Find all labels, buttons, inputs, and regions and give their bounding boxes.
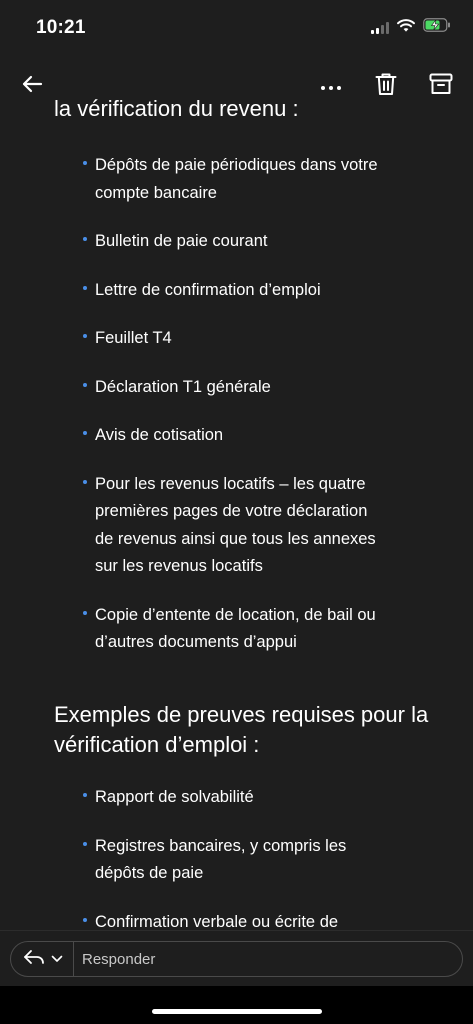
list-item: Déclaration T1 générale <box>83 374 383 402</box>
status-icons <box>371 18 451 37</box>
list-item: Feuillet T4 <box>83 325 383 353</box>
list-item: Pour les revenus locatifs – les quatre premières pages de votre déclaration de revenus ainsi que tous les annexes sur les revenus locatifs <box>83 471 383 581</box>
email-body[interactable] <box>0 96 473 931</box>
chevron-down-icon <box>51 950 63 968</box>
reply-bar <box>0 930 473 986</box>
back-arrow-icon <box>21 75 43 98</box>
status-bar <box>0 0 473 56</box>
list-item: Registres bancaires, y compris les dépôts de paie <box>83 833 383 888</box>
list-item: Avis de cotisation <box>83 422 383 450</box>
reply-input[interactable]: Responder <box>82 950 156 968</box>
reply-pill <box>10 941 463 977</box>
list-item: Confirmation verbale ou écrite de <box>83 909 383 937</box>
list-item: Lettre de confirmation d’emploi <box>83 277 383 305</box>
wifi-icon <box>397 19 415 37</box>
battery-charging-icon <box>423 18 451 37</box>
list-item: Bulletin de paie courant <box>83 228 383 256</box>
home-indicator[interactable] <box>152 1009 322 1014</box>
income-proof-list <box>83 152 383 678</box>
reply-options-button[interactable] <box>11 942 74 976</box>
back-button[interactable] <box>12 66 52 106</box>
employment-proof-heading: Exemples de preuves requises pour la vérification d’emploi : <box>54 702 429 757</box>
cellular-signal-icon <box>371 22 389 34</box>
income-proof-heading: la vérification du revenu : <box>54 96 299 121</box>
home-area <box>0 986 473 1024</box>
more-icon <box>321 77 341 95</box>
list-item: Dépôts de paie périodiques dans votre compte bancaire <box>83 152 383 207</box>
list-item: Rapport de solvabilité <box>83 784 383 812</box>
list-item: Copie d’entente de location, de bail ou d’autres documents d’appui <box>83 602 383 657</box>
status-time: 10:21 <box>36 17 86 38</box>
reply-arrow-icon <box>23 949 45 970</box>
